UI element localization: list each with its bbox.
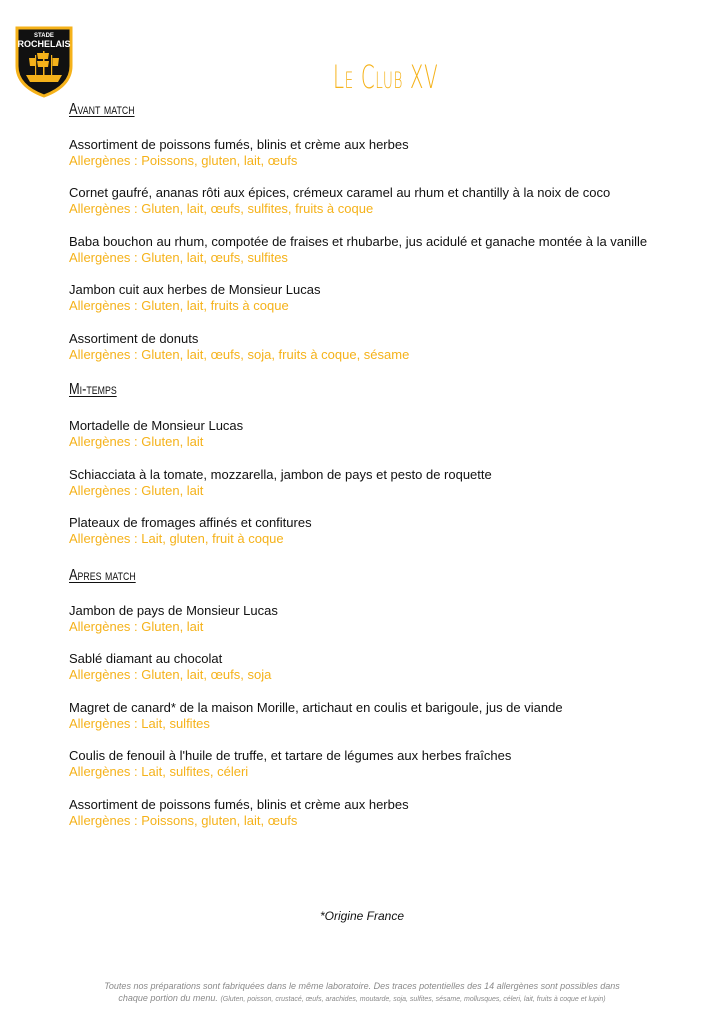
dish-allergens: Allergènes : Gluten, lait, fruits à coque: [69, 298, 289, 313]
dish-allergens: Allergènes : Gluten, lait: [69, 483, 204, 498]
logo-main-text: ROCHELAIS: [17, 39, 71, 49]
dish-allergens: Allergènes : Poissons, gluten, lait, œufs: [69, 153, 298, 168]
dish-allergens: Allergènes : Lait, sulfites, céleri: [69, 764, 249, 779]
menu-item: [69, 282, 320, 314]
footer-line-1: Toutes nos préparations sont fabriquées dans le même laboratoire. Des traces potentielles des 14 allergènes sont possibles dans: [104, 981, 620, 991]
dish-name: Jambon cuit aux herbes de Monsieur Lucas: [69, 282, 321, 297]
dish-allergens: Allergènes : Gluten, lait, œufs, soja, fruits à coque, sésame: [69, 347, 410, 362]
dish-name: Assortiment de poissons fumés, blinis et crème aux herbes: [69, 797, 409, 812]
menu-item: [69, 700, 563, 732]
menu-item: [69, 234, 647, 266]
menu-item: [69, 467, 492, 499]
menu-item: [69, 418, 243, 450]
dish-allergens: Allergènes : Lait, gluten, fruit à coque: [69, 531, 284, 546]
dish-name: Schiacciata à la tomate, mozzarella, jambon de pays et pesto de roquette: [69, 467, 492, 482]
dish-name: Jambon de pays de Monsieur Lucas: [69, 603, 278, 618]
dish-allergens: Allergènes : Gluten, lait: [69, 434, 204, 449]
dish-allergens: Allergènes : Gluten, lait, œufs, soja: [69, 667, 272, 682]
menu-item: [69, 137, 409, 169]
dish-name: Assortiment de donuts: [69, 331, 199, 346]
menu-item: [69, 651, 271, 683]
shield-icon: [13, 22, 75, 98]
dish-name: Sablé diamant au chocolat: [69, 651, 223, 666]
menu-item: [69, 331, 409, 363]
menu-item: [69, 515, 312, 547]
origin-note: *Origine France: [319, 909, 405, 923]
page-title: Le Club XV: [333, 58, 439, 96]
dish-name: Cornet gaufré, ananas rôti aux épices, crémeux caramel au rhum et chantilly à la noix de coco: [69, 185, 611, 200]
section-title-mi-temps: Mi-temps: [69, 381, 117, 398]
footer-allergen-list: (Gluten, poisson, crustacé, œufs, arachides, moutarde, soja, sulfites, sésame, mollusques, céleri, lait, fruits à coque et lupin): [220, 996, 606, 1003]
dish-name: Baba bouchon au rhum, compotée de fraises et rhubarbe, jus acidulé et ganache montée à la vanille: [69, 234, 648, 249]
dish-allergens: Allergènes : Gluten, lait, œufs, sulfites, fruits à coque: [69, 201, 374, 216]
dish-allergens: Allergènes : Gluten, lait: [69, 619, 204, 634]
dish-allergens: Allergènes : Gluten, lait, œufs, sulfites: [69, 250, 288, 265]
dish-allergens: Allergènes : Poissons, gluten, lait, œufs: [69, 813, 298, 828]
menu-item: [69, 797, 409, 829]
logo-top-text: STADE: [34, 33, 54, 39]
menu-item: [69, 185, 610, 217]
stade-rochelais-logo: [13, 22, 75, 98]
footer-line-2: chaque portion du menu.: [118, 993, 218, 1003]
dish-name: Coulis de fenouil à l'huile de truffe, et tartare de légumes aux herbes fraîches: [69, 748, 512, 763]
dish-name: Plateaux de fromages affinés et confitures: [69, 515, 312, 530]
dish-name: Mortadelle de Monsieur Lucas: [69, 418, 244, 433]
dish-name: Magret de canard* de la maison Morille, artichaut en coulis et barigoule, jus de viande: [69, 700, 563, 715]
dish-allergens: Allergènes : Lait, sulfites: [69, 716, 210, 731]
footer-disclaimer: [60, 980, 664, 1006]
menu-item: [69, 748, 511, 780]
section-title-avant-match: Avant match: [69, 101, 135, 118]
section-title-apres-match: Apres match: [69, 567, 136, 584]
menu-item: [69, 603, 278, 635]
dish-name: Assortiment de poissons fumés, blinis et crème aux herbes: [69, 137, 409, 152]
